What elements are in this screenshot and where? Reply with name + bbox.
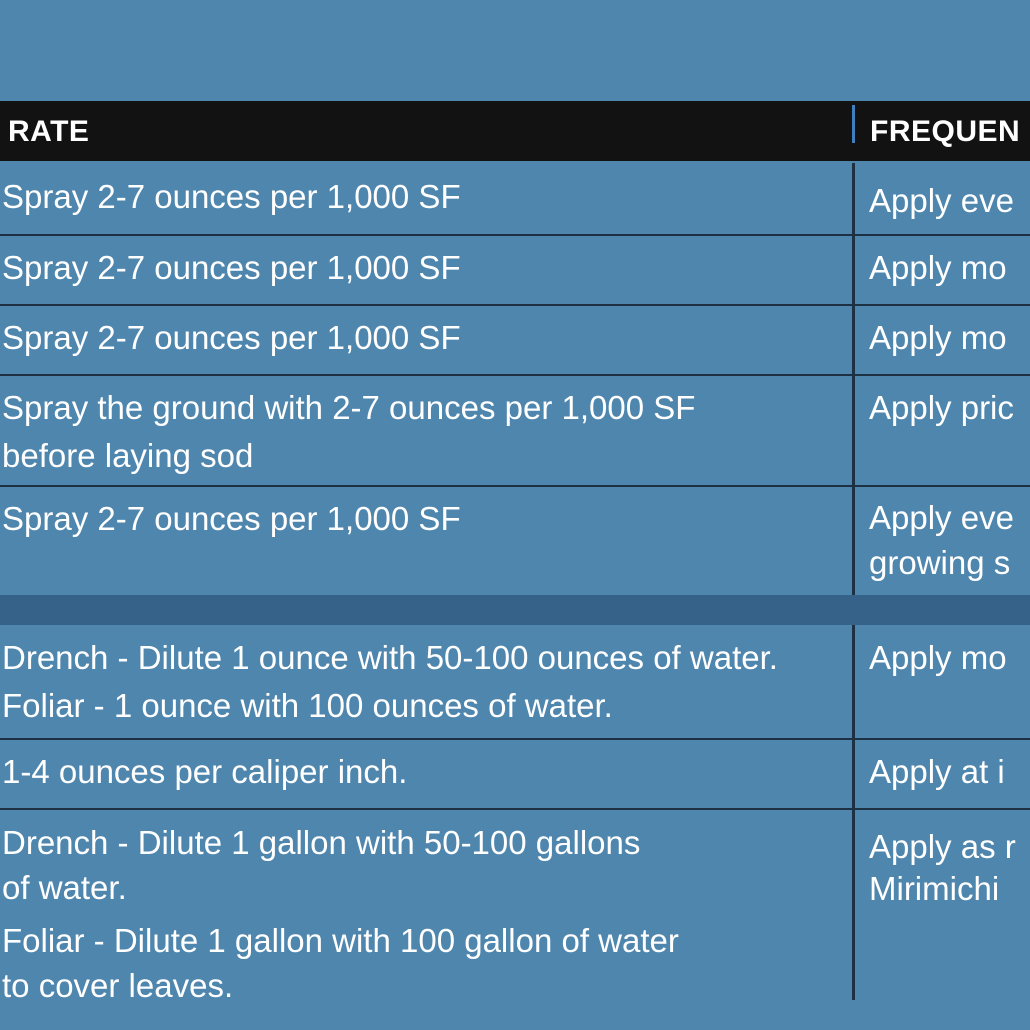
frequency-text: Apply eve	[869, 499, 1014, 536]
frequency-cell	[869, 244, 1030, 292]
frequency-text: Apply pric	[869, 389, 1014, 426]
frequency-text: Apply mo	[869, 319, 1007, 356]
table-row	[0, 236, 1030, 306]
frequency-cell	[869, 384, 1030, 432]
rate-cell	[2, 495, 850, 543]
rate-cell	[2, 314, 850, 362]
rate-cell	[2, 634, 850, 730]
section-separator-band	[0, 595, 1030, 625]
table-row	[0, 625, 1030, 740]
frequency-cell	[869, 826, 1030, 910]
table-row	[0, 487, 1030, 595]
frequency-text: growing s	[869, 544, 1011, 581]
column-divider	[852, 625, 855, 1000]
rate-text: Spray 2-7 ounces per 1,000 SF	[2, 178, 461, 215]
frequency-text: Mirimichi	[869, 870, 1000, 907]
rate-text: of water.	[2, 869, 127, 906]
frequency-text: Apply as r	[869, 828, 1016, 865]
frequency-cell	[869, 634, 1030, 682]
rate-cell	[2, 384, 850, 480]
rate-text: Spray 2-7 ounces per 1,000 SF	[2, 500, 461, 537]
column-divider	[852, 163, 855, 595]
rate-text: Foliar - 1 ounce with 100 ounces of water.	[2, 687, 613, 724]
column-header-rate: RATE	[8, 115, 90, 148]
rate-text: to cover leaves.	[2, 967, 234, 1004]
rate-cell	[2, 748, 850, 796]
rate-text: Spray 2-7 ounces per 1,000 SF	[2, 249, 461, 286]
rate-text: before laying sod	[2, 437, 254, 474]
frequency-text: Apply mo	[869, 639, 1007, 676]
frequency-text: Apply eve	[869, 182, 1014, 219]
rate-cell	[2, 173, 850, 221]
rate-text: Drench - Dilute 1 gallon with 50-100 gallons	[2, 824, 641, 861]
table-row	[0, 306, 1030, 376]
table-row	[0, 163, 1030, 236]
column-header-frequency: FREQUEN	[870, 115, 1021, 148]
rate-text: Foliar - Dilute 1 gallon with 100 gallon of water	[2, 922, 679, 959]
rate-text: Spray the ground with 2-7 ounces per 1,000 SF	[2, 389, 696, 426]
table-row	[0, 740, 1030, 810]
frequency-cell	[869, 177, 1030, 225]
frequency-text: Apply at i	[869, 753, 1005, 790]
rate-cell	[2, 244, 850, 292]
rate-text: 1-4 ounces per caliper inch.	[2, 753, 408, 790]
table-row	[0, 810, 1030, 1010]
frequency-cell	[869, 495, 1030, 585]
table-row	[0, 376, 1030, 487]
rate-text: Drench - Dilute 1 ounce with 50-100 ounces of water.	[2, 639, 778, 676]
rate-text: Spray 2-7 ounces per 1,000 SF	[2, 319, 461, 356]
rate-cell	[2, 820, 850, 1008]
header-column-divider	[852, 105, 855, 143]
frequency-text: Apply mo	[869, 249, 1007, 286]
frequency-cell	[869, 314, 1030, 362]
table-header-row	[0, 101, 1030, 161]
frequency-cell	[869, 748, 1030, 796]
